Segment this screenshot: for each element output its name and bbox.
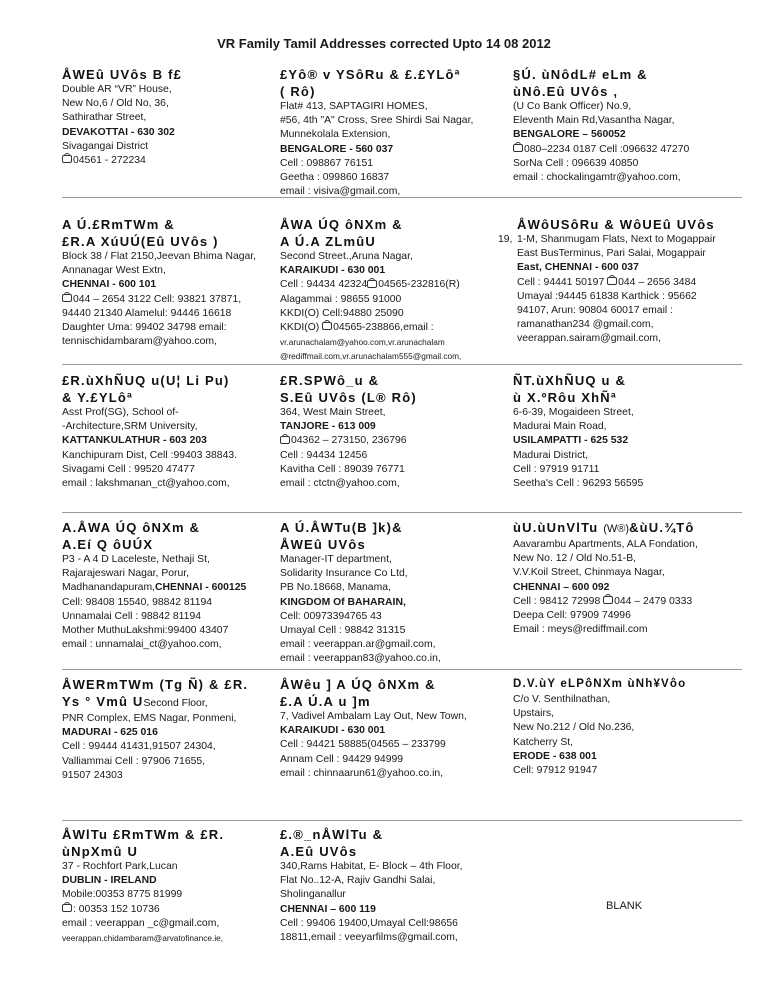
phone-number: Deepa Cell: 97909 74996 (513, 610, 631, 622)
address-entry (498, 216, 716, 347)
phone-number: 91507 24303 (62, 769, 123, 781)
entry-name: £R.SPWô_u & (280, 373, 380, 388)
telephone-icon (62, 294, 72, 302)
address-line: Double AR “VR” House, (62, 84, 172, 95)
address-line: 364, West Main Street, (280, 407, 386, 418)
entry-name-line2: £.A Ú.A u ]m (280, 694, 371, 709)
phone-number: Cell : 94434 42324 (280, 279, 368, 291)
phone-number: Cell : 99444 41431,91507 24304, (62, 741, 216, 753)
address-line: Rajarajeswari Nagar, Porur, (62, 568, 190, 580)
address-line: Upstairs, (513, 708, 554, 720)
phone-number: Cell : 98412 72998 (513, 595, 604, 607)
address-line: 37 - Rochfort Park,Lucan (62, 861, 178, 872)
phone-number: 04565-232816(R) (378, 279, 460, 291)
phone-number: Unnamalai Cell : 98842 81194 (62, 610, 202, 622)
phone-number: 94107, Arun: 90804 60017 email : (517, 305, 673, 317)
address-line: 1-M, Shanmugam Flats, Next to Mogappair (517, 234, 716, 245)
telephone-icon (62, 904, 72, 912)
phone-number: Alagammai : 98655 91000 (280, 293, 402, 305)
city-line: USILAMPATTI - 625 532 (513, 435, 629, 447)
telephone-icon (367, 280, 377, 288)
address-entry (513, 519, 698, 637)
city-line: DUBLIN - IRELAND (62, 875, 157, 887)
entry-name-part: &ùU.¾Tô (629, 520, 695, 535)
email-line: email : unnamalai_ct@yahoo.com, (62, 639, 222, 651)
city-line: East, CHENNAI - 600 037 (517, 262, 639, 274)
address-entry (62, 519, 246, 652)
address-line: Annanagar West Extn, (62, 265, 166, 277)
entry-name (513, 519, 698, 538)
address-entry (280, 826, 463, 945)
entry-name-part: Ys ° Vmû U (62, 694, 144, 709)
address-line: Solidarity Insurance Co Ltd, (280, 568, 408, 580)
address-line: Sathirathar Street, (62, 112, 147, 124)
entry-name-line2: S.Eû UVôs (L® Rô) (280, 390, 417, 405)
row-divider (62, 669, 742, 670)
email-line: email : lakshmanan_ct@yahoo.com, (62, 478, 230, 490)
phone-number: Mother MuthuLakshmi:99400 43407 (62, 625, 229, 637)
entry-name: £R.ùXhÑUQ u(U¦ Li Pu) (62, 373, 230, 388)
address-line: 340,Rams Habitat, E- Block – 4th Floor, (280, 861, 463, 872)
entry-name-line2: ÅWEû UVôs (280, 537, 366, 552)
city-line: TANJORE - 613 009 (280, 421, 376, 433)
address-line: PNR Complex, EMS Nagar, Ponmeni, (62, 713, 237, 724)
city-line: KATTANKULATHUR - 603 203 (62, 435, 207, 447)
address-line: Block 38 / Flat 2150,Jeevan Bhima Nagar, (62, 251, 257, 262)
address-line: Second Street.,Aruna Nagar, (280, 251, 413, 262)
phone-number: Daughter Uma: 99402 34798 email: (62, 322, 227, 334)
email-line: tennischidambaram@yahoo.com, (62, 336, 217, 348)
address-line: Second Floor, (143, 698, 208, 709)
email-line: vr.arunachalam@yahoo.com,vr.arunachalam (280, 337, 445, 348)
phone-number: 044 – 2656 3484 (618, 276, 697, 288)
entry-name: A Ú.ÅWTu(B ]k)& (280, 520, 403, 535)
phone-number: Valliammai Cell : 97906 71655, (62, 755, 206, 767)
phone-number: Sivagami Cell : 99520 47477 (62, 463, 195, 475)
phone-number: Cell : 97919 91711 (513, 463, 600, 475)
email-line: email : chockalingamtr@yahoo.com, (513, 172, 681, 184)
telephone-icon (280, 436, 290, 444)
entry-name: ÑT.ùXhÑUQ u & (513, 373, 627, 388)
phone-number: 94440 21340 Alamelul: 94446 16618 (62, 307, 232, 319)
entry-name-line2: & Y.£YLôª (62, 390, 134, 405)
phone-number: 04561 - 272234 (73, 155, 146, 167)
address-line: Madhanandapuram, (62, 582, 156, 594)
email-line: @rediffmail.com,vr.arunachalam555@gmail.com, (280, 351, 462, 362)
address-line: Asst Prof(SG), School of- (62, 407, 179, 418)
email-line: email : chinnaarun61@yahoo.co.in, (280, 767, 444, 779)
city-line: BENGALORE - 560 037 (280, 143, 394, 155)
phone-number: KKDI(O) (280, 322, 323, 334)
phone-number: Cell : 99406 19400,Umayal Cell:98656 (280, 917, 458, 929)
telephone-icon (322, 322, 332, 330)
address-entry (280, 372, 417, 491)
address-line: P3 - A 4 D Laceleste, Nethaji St, (62, 554, 210, 565)
entry-number: 19, (498, 234, 513, 245)
city-line: CHENNAI - 600125 (155, 582, 247, 594)
blank-label: BLANK (606, 900, 643, 912)
address-line: East BusTerminus, Pari Salai, Mogappair (517, 248, 706, 260)
address-line: 7, Vadivel Ambalam Lay Out, New Town, (280, 711, 467, 722)
address-entry (280, 519, 441, 667)
phone-number: Cell: 97912 91947 (513, 765, 598, 777)
phone-number: Geetha : 099860 16837 (280, 172, 390, 184)
address-entry (280, 676, 467, 781)
entry-name: ÅWERmTWm (Tg Ñ) & £R. (62, 677, 249, 692)
address-line: Madurai Main Road, (513, 421, 607, 433)
address-line: Flat# 413, SAPTAGIRI HOMES, (280, 101, 428, 112)
row-divider (62, 512, 742, 513)
city-line: CHENNAI – 600 119 (280, 903, 376, 915)
address-line: New No.212 / Old No.236, (513, 722, 635, 734)
address-line: (U Co Bank Officer) No.9, (513, 101, 632, 112)
entry-name: ÅWlTu £RmTWm & £R. (62, 827, 225, 842)
phone-number: Seetha's Cell : 96293 56595 (513, 478, 644, 490)
phone-number: Cell: 00973394765 43 (280, 610, 382, 622)
city-line: CHENNAI - 600 101 (62, 279, 157, 291)
row-divider (62, 820, 742, 821)
address-line: Flat No..12-A, Rajiv Gandhi Salai, (280, 875, 436, 887)
phone-number: Umayal Cell : 98842 31315 (280, 625, 406, 637)
entry-name: ÅWA ÚQ ôNXm & (280, 217, 403, 232)
phone-number: Mobile:00353 8775 81999 (62, 889, 183, 901)
phone-number: : 00353 152 10736 (73, 903, 160, 915)
email-line: ramanathan234 @gmail.com, (517, 319, 654, 331)
address-line: Manager-IT department, (280, 554, 392, 565)
address-line: -Architecture,SRM University, (62, 421, 198, 433)
entry-name-line2: A Ú.A ZLmûU (280, 234, 377, 249)
address-entry (513, 66, 689, 185)
phone-number: 044 – 2654 3122 Cell: 93821 37871, (73, 293, 242, 305)
phone-number: 04565-238866,email : (333, 322, 434, 334)
entry-name: D.V.ùY eLPôNXm ùNh¥Vôo (513, 678, 687, 690)
phone-number: SorNa Cell : 096639 40850 (513, 157, 639, 169)
address-line: PB No.18668, Manama, (280, 582, 391, 594)
address-line: Madurai District, (513, 449, 589, 461)
phone-number: Cell : 94441 50197 (517, 276, 608, 288)
entry-name-line2: £R.A XúUÚ(Eû UVôs ) (62, 234, 219, 249)
telephone-icon (62, 155, 72, 163)
entry-name-part: (W®) (603, 523, 630, 535)
telephone-icon (603, 596, 613, 604)
phone-number: Cell : 098867 76151 (280, 157, 374, 169)
phone-number: Cell: 98408 15540, 98842 81194 (62, 596, 213, 608)
phone-number: Kavitha Cell : 89039 76771 (280, 463, 405, 475)
address-entry (280, 66, 473, 199)
row-divider (62, 364, 742, 365)
entry-name-line2 (62, 693, 248, 712)
city-line: MADURAI - 625 016 (62, 727, 158, 739)
phone-number: Cell : 94421 58885(04565 – 233799 (280, 739, 446, 751)
address-line: C/o V. Senthilnathan, (513, 694, 611, 705)
address-line: Munnekolala Extension, (280, 129, 391, 141)
address-entry (280, 216, 461, 364)
entry-name-line2: A.Eí Q ôUÚX (62, 537, 154, 552)
address-line: Aavarambu Apartments, ALA Fondation, (513, 539, 698, 550)
phone-number: Annam Cell : 94429 94999 (280, 753, 404, 765)
phone-number: Umayal :94445 61838 Karthick : 95662 (517, 290, 697, 302)
city-line: ERODE - 638 001 (513, 750, 597, 762)
address-entry (513, 676, 686, 778)
entry-name-line2: A.Eû UVôs (280, 844, 358, 859)
city-line: CHENNAI – 600 092 (513, 581, 610, 593)
email-line: email : veerappan _c@gmail.com, (62, 917, 220, 929)
phone-number: Cell : 94434 12456 (280, 449, 368, 461)
entry-name-line2: ù X.ºRôu XhÑª (513, 390, 617, 405)
address-line: Sivagangai District (62, 140, 149, 152)
address-entry (62, 216, 256, 349)
address-line: New No,6 / Old No, 36, (62, 98, 169, 110)
telephone-icon (607, 277, 617, 285)
entry-name: £.®_nÅWlTu & (280, 827, 384, 842)
email-line: Email : meys@rediffmail.com (513, 624, 648, 636)
entry-name-part: ùU.ùUnVlTu (513, 520, 599, 535)
entry-name: §Ú. ùNôdL# eLm & (513, 67, 648, 82)
city-line: KINGDOM Of BAHARAIN, (280, 596, 406, 608)
city-line: BENGALORE – 560052 (513, 129, 626, 141)
entry-name-line2: ùNpXmû U (62, 844, 139, 859)
email-line: veerappan.chidambaram@arvatofinance.ie, (62, 933, 224, 944)
address-line: V.V.Koil Street, Chinmaya Nagar, (513, 567, 665, 579)
address-entry (62, 372, 237, 491)
address-line: Katcherry St, (513, 736, 574, 748)
address-line: 6-6-39, Mogaideen Street, (513, 407, 634, 418)
address-entry (513, 372, 643, 491)
entry-name: £Yô® v YSôRu & £.£YLôª (280, 67, 461, 82)
email-line: email : ctctn@yahoo.com, (280, 478, 400, 490)
address-entry (62, 676, 248, 783)
address-entry (62, 826, 224, 945)
entry-name-line2: ( Rô) (280, 84, 316, 99)
entry-name-line2: ùNô.Eû UVôs , (513, 84, 619, 99)
address-entry (62, 66, 182, 168)
email-line: email : veerappan.ar@gmail.com, (280, 639, 436, 651)
entry-name: ÅWêu ] A ÚQ ôNXm & (280, 677, 436, 692)
entry-name: A Ú.£RmTWm & (62, 217, 175, 232)
address-line: New No. 12 / Old No.51-B, (513, 553, 637, 565)
entry-name: A.ÅWA ÚQ ôNXm & (62, 520, 201, 535)
email-line: 18811,email : veeyarfilms@gmail.com, (280, 932, 458, 944)
entry-name: ÅWEû UVôs B f£ (62, 67, 183, 82)
phone-number: 044 – 2479 0333 (614, 595, 693, 607)
page-title: VR Family Tamil Addresses corrected Upto 14 08 2012 (217, 36, 551, 51)
email-line: email : veerappan83@yahoo.co.in, (280, 653, 441, 665)
city-line: KARAIKUDI - 630 001 (280, 265, 386, 277)
address-line: #56, 4th "A" Cross, Sree Shirdi Sai Nagar, (280, 115, 474, 127)
phone-number: 04362 – 273150, 236796 (291, 435, 407, 447)
phone-number: Kanchipuram Dist, Cell :99403 38843. (62, 449, 238, 461)
phone-number: KKDI(O) Cell:94880 25090 (280, 307, 404, 319)
phone-number: 080–2234 0187 Cell :096632 47270 (524, 143, 690, 155)
city-line: KARAIKUDI - 630 001 (280, 725, 386, 737)
address-line: Eleventh Main Rd,Vasantha Nagar, (513, 115, 675, 127)
city-line: DEVAKOTTAI - 630 302 (62, 126, 175, 138)
address-line: Sholinganallur (280, 889, 346, 901)
email-line: email : visiva@gmail.com, (280, 186, 401, 198)
telephone-icon (513, 144, 523, 152)
email-line: veerappan.sairam@gmail.com, (517, 333, 661, 345)
entry-name: ÅWôUSôRu & WôUEû UVôs (517, 217, 715, 232)
